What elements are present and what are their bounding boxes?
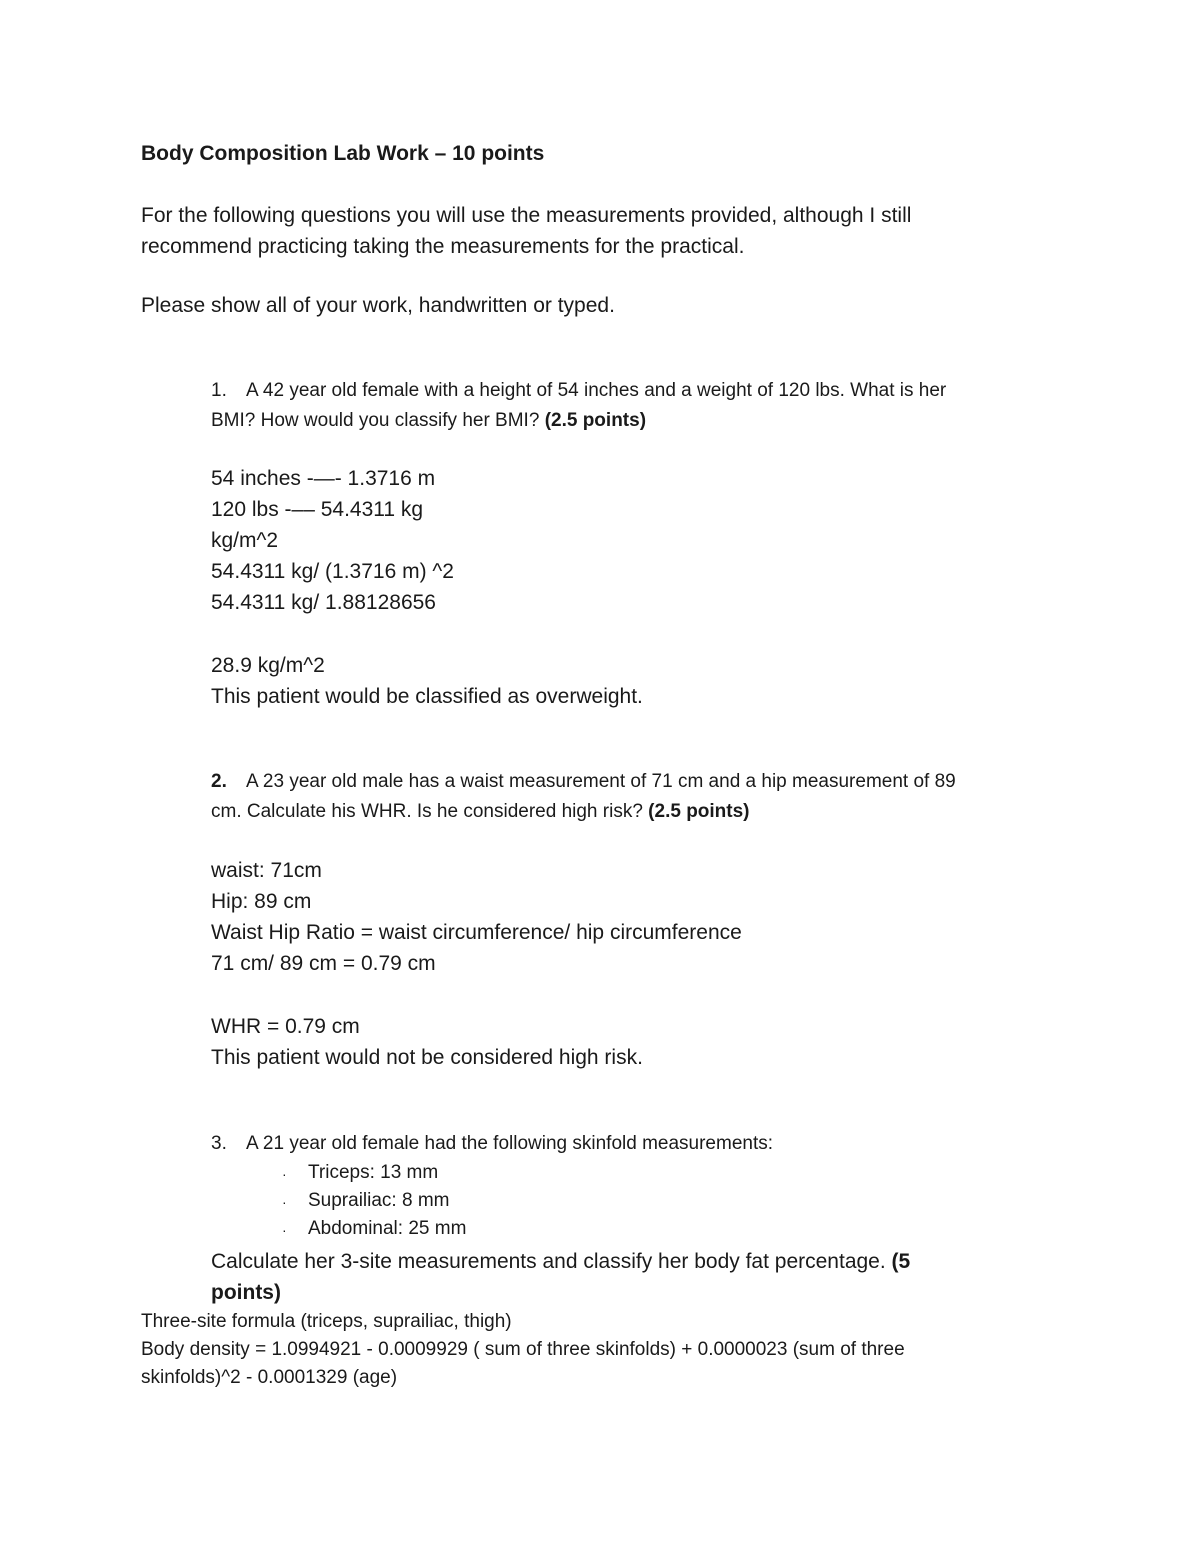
q2-answer-line: Waist Hip Ratio = waist circumference/ hip circumference [211, 921, 742, 944]
intro-line-1: For the following questions you will use the measurements provided, although I still [141, 204, 912, 227]
q2-question: cm. Calculate his WHR. Is he considered high risk? [211, 801, 643, 822]
q2-number: 2. [211, 771, 227, 792]
bullet-icon: · [282, 1166, 287, 1182]
q2-answer-line: Hip: 89 cm [211, 890, 312, 913]
q2-answer-line: 71 cm/ 89 cm = 0.79 cm [211, 952, 436, 975]
q2-answer-line: waist: 71cm [211, 859, 322, 882]
q1-classification: This patient would be classified as overweight. [211, 685, 643, 708]
q3-points-line [211, 1277, 281, 1308]
q3-number: 3. [211, 1133, 227, 1154]
q1-answer-line: 54.4311 kg/ 1.88128656 [211, 591, 436, 614]
q3-bullet-item: Triceps: 13 mm [308, 1162, 439, 1183]
q1-number: 1. [211, 380, 227, 401]
q1-result: 28.9 kg/m^2 [211, 654, 325, 677]
q1-answer-line: 120 lbs -–– 54.4311 kg [211, 498, 424, 521]
q3-instruction-text: Calculate her 3-site measurements and classify her body fat percentage. [211, 1250, 886, 1273]
bullet-icon: · [282, 1194, 287, 1210]
q1-line-2 [211, 406, 646, 435]
q3-line-1: A 21 year old female had the following skinfold measurements: [246, 1133, 774, 1154]
q2-result: WHR = 0.79 cm [211, 1015, 360, 1038]
q3-bullet-item: Abdominal: 25 mm [308, 1218, 467, 1239]
q1-line-1: A 42 year old female with a height of 54 inches and a weight of 120 lbs. What is her [246, 380, 947, 401]
q1-answer-line: 54.4311 kg/ (1.3716 m) ^2 [211, 560, 454, 583]
q2-line-2 [211, 797, 750, 826]
q3-formula-line-1: Body density = 1.0994921 - 0.0009929 ( sum of three skinfolds) + 0.0000023 (sum of three [141, 1339, 905, 1360]
q3-instruction [211, 1246, 910, 1277]
q3-formula-title: Three-site formula (triceps, suprailiac, thigh) [141, 1311, 512, 1332]
q3-formula-line-2: skinfolds)^2 - 0.0001329 (age) [141, 1367, 398, 1388]
q2-line-1: A 23 year old male has a waist measurement of 71 cm and a hip measurement of 89 [246, 771, 956, 792]
intro-line-2: recommend practicing taking the measurements for the practical. [141, 235, 745, 258]
q3-points-b: points) [211, 1281, 281, 1304]
q1-answer-line: kg/m^2 [211, 529, 279, 552]
intro-instructions: Please show all of your work, handwritten or typed. [141, 294, 615, 317]
document-title: Body Composition Lab Work – 10 points [141, 142, 545, 165]
q1-points: (2.5 points) [544, 410, 647, 431]
q1-answer-line: 54 inches -—- 1.3716 m [211, 467, 436, 490]
q2-classification: This patient would not be considered high risk. [211, 1046, 643, 1069]
q3-points-a: (5 [891, 1250, 911, 1273]
q1-question: BMI? How would you classify her BMI? [211, 410, 540, 431]
q3-bullet-item: Suprailiac: 8 mm [308, 1190, 450, 1211]
q2-points: (2.5 points) [648, 801, 750, 822]
bullet-icon: · [282, 1222, 287, 1238]
